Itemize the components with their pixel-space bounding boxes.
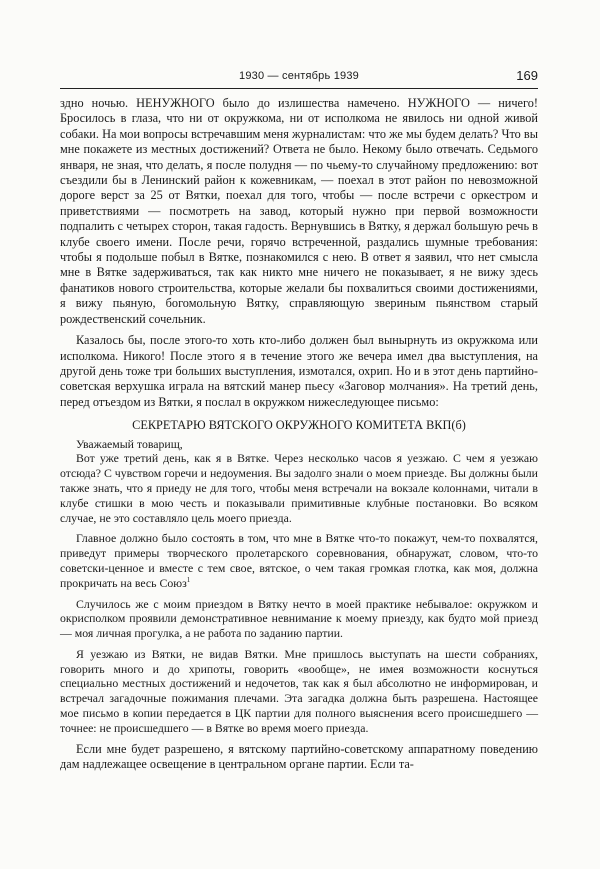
page-body: [60, 96, 538, 772]
letter-paragraph-2: [60, 531, 538, 590]
letter-greeting: Уважаемый товарищ,: [76, 436, 183, 451]
running-header: [60, 68, 538, 89]
paragraph-2: Казалось бы, после этого-то хоть кто-либо должен был вынырнуть из окружкома или исполкома. Никого! После этого я в течение этого же вечера имел два выступления, на другой день тоже три больших выступления, измотался, охрип. Но и в этот день партийно-советская верхушка играла на вятский манер пьесу «Заговор молчания». На третий день, перед отъездом из Вятки, я послал в окружком нижеследующее письмо:: [60, 333, 538, 409]
running-title: 1930 — сентябрь 1939: [239, 70, 359, 82]
letter-paragraph-2-text: Главное должно было состоять в том, что мне в Вятке что-то покажут, чем-то похвалятся, приведут примеры творческого пролетарского соревнования, обнаружат, словом, что-то советски-ценное и вместе с тем свое, вятское, о чем такая громкая глотка, как моя, должна прокричать на весь Союз: [60, 531, 538, 590]
letter-paragraph-1: Вот уже третий день, как я в Вятке. Через несколько часов я уезжаю. С чем я уезжаю отсюда? С чувством горечи и недоумения. Вы задолго знали о моем приезде. Вы должны были также знать, что я приеду не для того, чтобы меня встречали на вокзале колоннами, читали в клубе стишки в мою честь и показывали примитивные клубные постановки. Во всяком случае, не это составляло цель моего приезда.: [60, 451, 538, 525]
letter-paragraph-4: Я уезжаю из Вятки, не видав Вятки. Мне пришлось выступать на шести собраниях, говорить много и до хрипоты, говорить «вообще», не имея возможности коснуться специально местных достижений и недочетов, так как я был абсолютно не информирован, и встречал загадочные пожимания плечами. Эта загадка должна быть разрешена. Настоящее мое письмо в копии передается в ЦК партии для полного выяснения всего происшедшего — точнее: не происшедшего — в Вятке во время моего приезда.: [60, 646, 538, 735]
paragraph-1: здно ночью. НЕНУЖНОГО было до излишества намечено. НУЖНОГО — ничего! Бросилось в глаза, что ни от окружкома, ни от исполкома не явилось ни одной живой собаки. На мои вопросы встречавшим меня журналистам: что же мы будем делать? Что вы мне покажете из местных достижений? Ответа не было. Некому было отвечать. Седьмого января, не зная, что делать, я после полудня — по чьему-то случайному предложению: вот съездили бы в Ленинский район к кожевникам, — поехал в этот район по невозможной дороге верст за 25 от Вятки, поехал для того, чтобы — после встречи с оркестром и приветствиями — посмотреть на завод, который нужно при первой возможности подпалить с четырех сторон, такая гадость. Вернувшись в Вятку, я держал большую речь в клубе своего имени. После речи, горячо встреченной, раздались шумные требования: чтобы я подольше побыл в Вятке, познакомился с нею. В ответ я заявил, что нет смысла мне в Вятке задерживаться, так как никто мне ничего не показывает, я не вижу здесь фанатиков нового строительства, которые желали бы похвалиться своими достижениями, я вижу пьяную, богомольную Вятку, справляющую звериным пьянством старый рождественский сочельник.: [60, 96, 538, 326]
page-number: 169: [516, 68, 538, 83]
paragraph-3: Если мне будет разрешено, я вятскому партийно-советскому аппаратному поведению дам надлежащее освещение в центральном органе партии. Если та-: [60, 741, 538, 772]
letter-heading: СЕКРЕТАРЮ ВЯТСКОГО ОКРУЖНОГО КОМИТЕТА ВКП(б): [132, 418, 466, 433]
footnote-marker: 1: [186, 575, 191, 584]
letter-paragraph-3: Случилось же с моим приездом в Вятку нечто в моей практике небывалое: окружком и окрисполком проявили демонстративное невнимание к моему приезду, как будто мой приезд — моя личная прогулка, а не работа по заданию партии.: [60, 596, 538, 641]
